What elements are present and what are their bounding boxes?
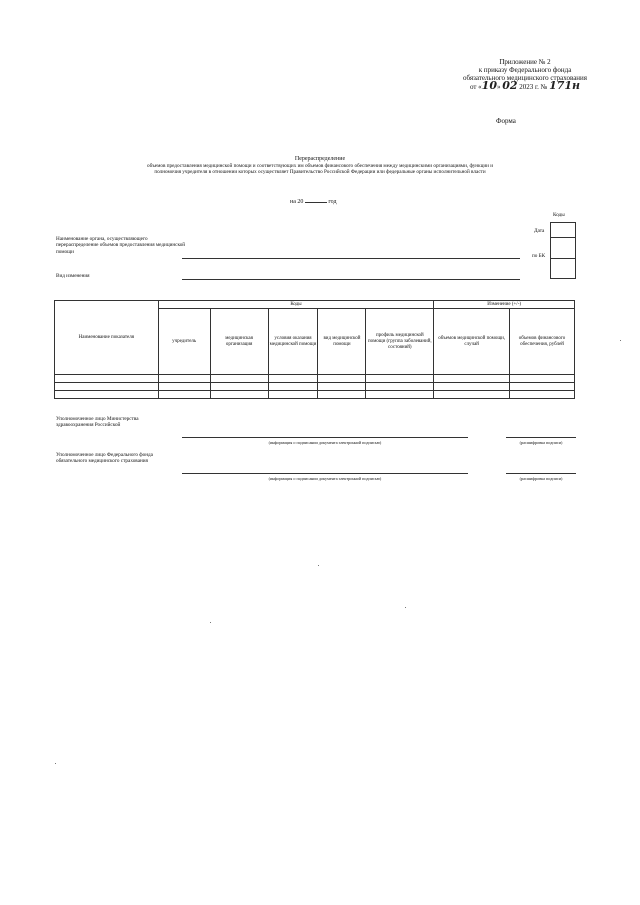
table-row (55, 383, 575, 391)
org-label: Наименование органа, осуществляющего перераспределение объемов предоставления медицинской помощи (56, 236, 186, 255)
order-number: 171н (549, 79, 581, 92)
signature-info-caption-fund: (информация о подписании документа электронной подписью) (268, 476, 382, 481)
signature-line-fund (182, 473, 468, 474)
codes-box-bk (550, 258, 576, 279)
signature-line-ministry (182, 437, 468, 438)
scan-speck (620, 340, 621, 341)
table-cell (510, 375, 575, 383)
table-cell (268, 383, 318, 391)
table-row (55, 375, 575, 383)
date-day: 10 (481, 79, 497, 92)
redistribution-table (54, 300, 575, 399)
signature-info-caption-ministry: (информация о подписании документа электронной подписью) (268, 440, 382, 445)
header-volume-cases: объемов медицинской помощи, случай (434, 309, 510, 375)
year-prefix: на 20 (290, 199, 304, 205)
table-cell (318, 375, 366, 383)
table-cell (510, 391, 575, 399)
scan-speck (318, 565, 319, 566)
table-cell (210, 375, 268, 383)
table-cell (55, 375, 159, 383)
table-cell (158, 383, 210, 391)
header-care-profile: профиль медицинской помощи (группа заболеваний, состояний) (366, 309, 434, 375)
codes-box-date (550, 236, 576, 259)
table-cell (434, 375, 510, 383)
appendix-line2: к приказу Федерального фонда (478, 66, 572, 74)
header-conditions: условия оказания медицинской помощи (268, 309, 318, 375)
scan-speck (55, 763, 56, 764)
org-line (182, 258, 520, 259)
header-volume-finance: объемов финансового обеспечения, рублей (510, 309, 575, 375)
table-cell (158, 391, 210, 399)
decode-caption-ministry: (расшифровка подписи) (519, 440, 563, 445)
table-cell (268, 375, 318, 383)
header-care-type: вид медицинской помощи (318, 309, 366, 375)
scan-speck (210, 622, 211, 623)
date-year: 2023 г. № (519, 83, 548, 91)
table-cell (210, 383, 268, 391)
change-type-label: Вид изменения (56, 273, 90, 279)
decode-caption-fund: (расшифровка подписи) (519, 476, 563, 481)
table-cell (366, 383, 434, 391)
document-title (20, 156, 620, 176)
header-change-group: Изменение (+/-) (434, 301, 575, 309)
year-suffix: год (328, 199, 337, 205)
date-month: 02 (502, 79, 518, 92)
table-cell (268, 391, 318, 399)
header-codes-group: Коды (158, 301, 434, 309)
date-label: Дата (534, 228, 545, 234)
appendix-date-line (440, 79, 610, 92)
year-line (290, 199, 337, 206)
header-indicator-name: Наименование показателя (55, 301, 159, 375)
appendix-block (440, 58, 610, 91)
header-founder: учредитель (158, 309, 210, 375)
date-prefix: от « (469, 83, 482, 91)
scan-speck (405, 607, 406, 608)
decode-line-ministry (506, 437, 576, 438)
year-blank (305, 202, 327, 203)
table-cell (158, 375, 210, 383)
table-cell (366, 391, 434, 399)
decode-line-fund (506, 473, 576, 474)
codes-label: Коды (553, 212, 565, 218)
table-row (55, 391, 575, 399)
form-label: Форма (496, 117, 516, 125)
signature-label-ministry: Уполномоченное лицо Министерства здравоохранения Российской (56, 416, 139, 429)
table-cell (318, 391, 366, 399)
table-cell (318, 383, 366, 391)
table-cell (510, 383, 575, 391)
title-line3: полномочия учредителя в отношении которых осуществляет Правительство Российской Федерации или федеральные органы исполнительной власти (154, 169, 486, 176)
title-line2: объемов предоставления медицинской помощи и соответствующих им объемов финансового обеспечения между медицинскими организациями, функции и (146, 163, 493, 169)
change-type-line (182, 279, 520, 280)
table-cell (55, 383, 159, 391)
signature-label-fund: Уполномоченное лицо Федерального фонда обязательного медицинского страхования (56, 452, 153, 465)
table-cell (366, 375, 434, 383)
table-cell (210, 391, 268, 399)
appendix-line1: Приложение № 2 (499, 58, 551, 66)
table-cell (434, 391, 510, 399)
bk-label: по БК (532, 253, 546, 259)
appendix-line3: обязательного медицинского страхования (462, 74, 588, 82)
table-cell (55, 391, 159, 399)
date-mid: » (496, 83, 501, 91)
header-medical-org: медицинская организация (210, 309, 268, 375)
table-cell (434, 383, 510, 391)
title-line1: Перераспределение (294, 156, 346, 162)
